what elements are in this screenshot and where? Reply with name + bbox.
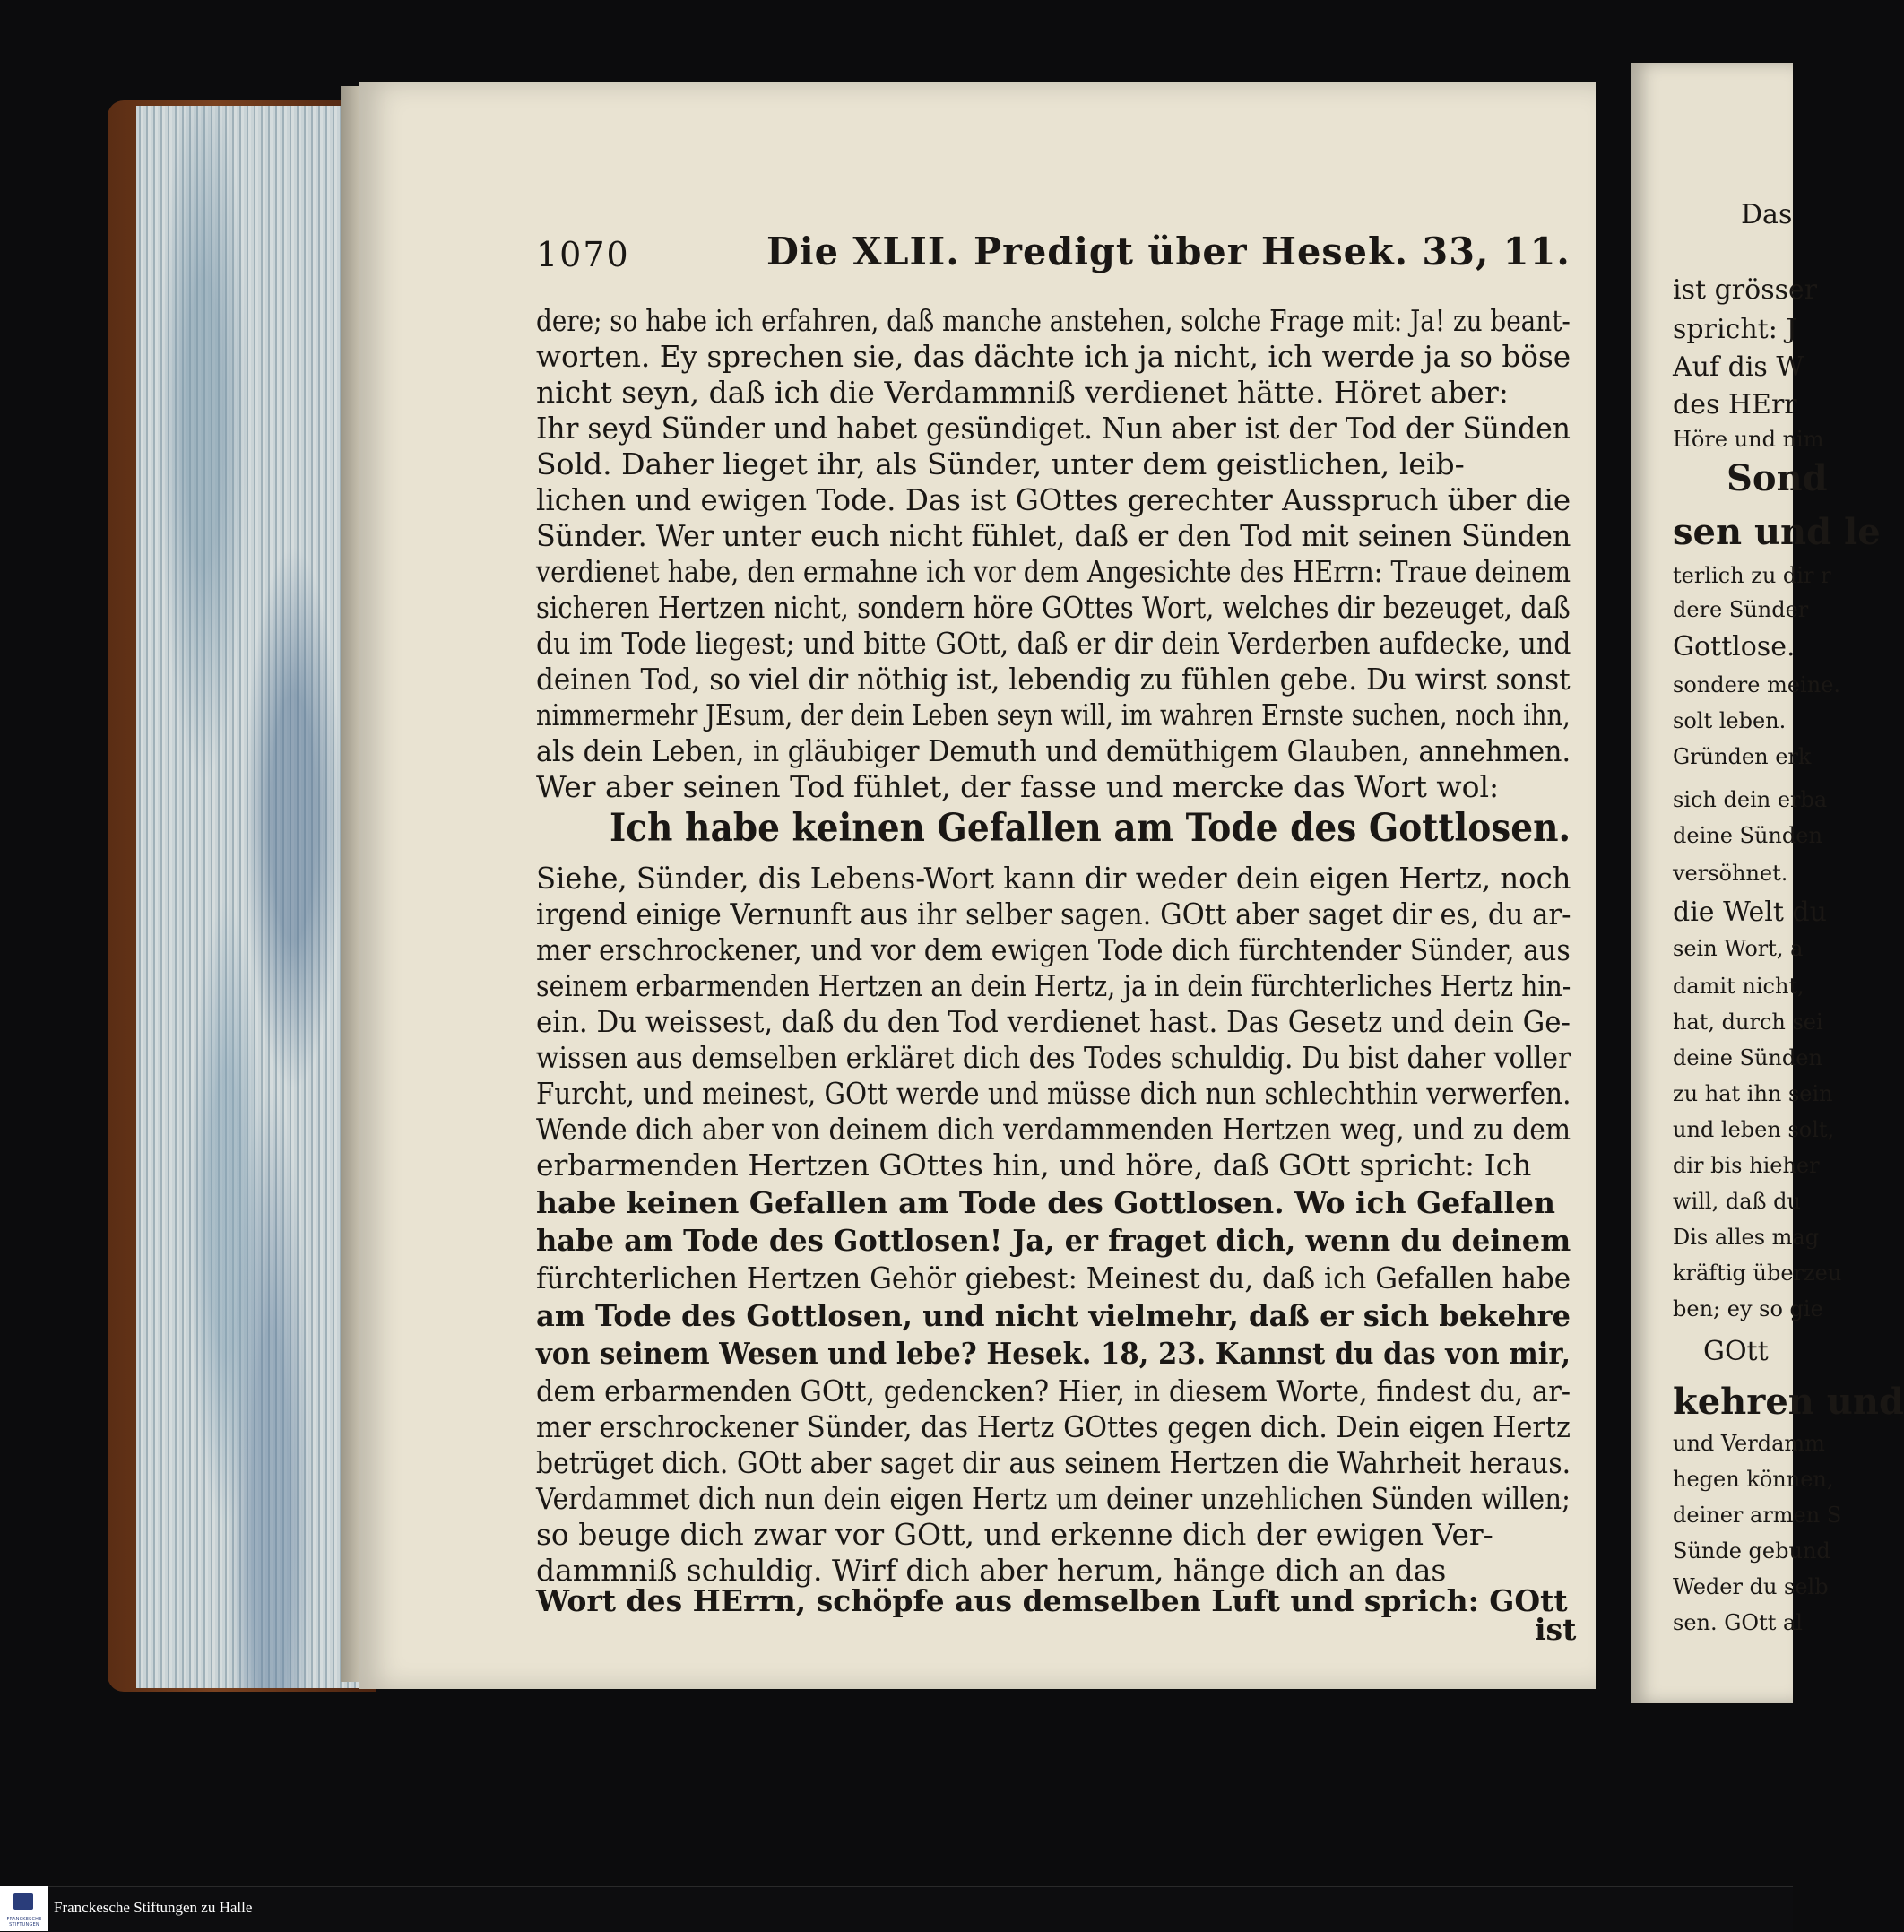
text-line: Wende dich aber von deinem dich verdammenden Hertzen weg, und zu dem bbox=[536, 1112, 1571, 1147]
right-line: und leben solt, bbox=[1673, 1117, 1835, 1142]
text-line: Wort des HErrn, schöpfe aus demselben Luft und sprich: GOtt bbox=[536, 1583, 1568, 1618]
text-line: dem erbarmenden GOtt, gedencken? Hier, in diesem Worte, findest du, ar- bbox=[536, 1373, 1571, 1408]
right-line: Auf dis W bbox=[1673, 351, 1804, 383]
text-line: erbarmenden Hertzen GOttes hin, und höre, daß GOtt spricht: Ich bbox=[536, 1148, 1532, 1183]
right-line: terlich zu dir r bbox=[1673, 563, 1831, 588]
text-line: ein. Du weissest, daß du den Tod verdienet hast. Das Gesetz und dein Ge- bbox=[536, 1004, 1571, 1039]
right-line: dir bis hieher bbox=[1673, 1153, 1820, 1178]
right-line: Gottlose. bbox=[1673, 631, 1796, 663]
right-line: spricht: J bbox=[1673, 314, 1797, 345]
right-line: ist grösser bbox=[1673, 274, 1818, 306]
text-line: habe keinen Gefallen am Tode des Gottlosen. Wo ich Gefallen bbox=[536, 1185, 1555, 1220]
text-line: Sold. Daher lieget ihr, als Sünder, unter dem geistlichen, leib- bbox=[536, 446, 1465, 481]
text-line: wissen aus demselben erkläret dich des Todes schuldig. Du bist daher voller bbox=[536, 1040, 1571, 1075]
running-head: Die XLII. Predigt über Hesek. 33, 11. bbox=[766, 230, 1571, 273]
text-line: seinem erbarmenden Hertzen an dein Hertz, ja in dein fürchterliches Hertz hin- bbox=[536, 968, 1571, 1003]
right-line: sen. GOtt al bbox=[1673, 1610, 1803, 1635]
right-line: dere Sünder bbox=[1673, 597, 1809, 622]
right-line: Dis alles mag bbox=[1673, 1225, 1820, 1250]
page-number: 1070 bbox=[536, 235, 630, 274]
right-line: die Welt du bbox=[1673, 897, 1827, 928]
right-line: GOtt bbox=[1703, 1336, 1769, 1367]
right-line: Höre und nim bbox=[1673, 427, 1824, 452]
text-line: nimmermehr JEsum, der dein Leben seyn will, im wahren Ernste suchen, noch ihn, bbox=[536, 697, 1571, 732]
right-line: damit nicht, bbox=[1673, 974, 1804, 999]
logo-caption: FRANCKESCHE STIFTUNGEN bbox=[6, 1917, 42, 1928]
text-line: so beuge dich zwar vor GOtt, und erkenne dich der ewigen Ver- bbox=[536, 1517, 1493, 1552]
right-line: hegen können, bbox=[1673, 1467, 1834, 1492]
right-line: Gründen erk bbox=[1673, 744, 1812, 769]
right-line: hat, durch sei bbox=[1673, 1009, 1823, 1035]
right-line: Sünde gebund bbox=[1673, 1538, 1830, 1564]
text-line: du im Tode liegest; und bitte GOtt, daß er dir dein Verderben aufdecke, und bbox=[536, 626, 1571, 661]
right-line: des HErr bbox=[1673, 389, 1797, 420]
text-line: dere; so habe ich erfahren, daß manche anstehen, solche Frage mit: Ja! zu beant- bbox=[536, 303, 1571, 338]
right-line: Das bbox=[1741, 199, 1793, 230]
text-line: Wer aber seinen Tod fühlet, der fasse und mercke das Wort wol: bbox=[536, 769, 1500, 804]
right-line: kehren und bbox=[1673, 1381, 1904, 1423]
text-line: irgend einige Vernunft aus ihr selber sagen. GOtt aber saget dir es, du ar- bbox=[536, 897, 1571, 931]
right-line: sich dein erba bbox=[1673, 787, 1828, 812]
text-line: deinen Tod, so viel dir nöthig ist, lebendig zu fühlen gebe. Du wirst sonst bbox=[536, 662, 1571, 697]
text-line: von seinem Wesen und lebe? Hesek. 18, 23. Kannst du das von mir, bbox=[536, 1336, 1571, 1371]
text-line: verdienet habe, den ermahne ich vor dem Angesichte des HErrn: Traue deinem bbox=[536, 554, 1571, 589]
text-line: habe am Tode des Gottlosen! Ja, er fraget dich, wenn du deinem bbox=[536, 1223, 1571, 1258]
text-line: mer erschrockener, und vor dem ewigen Tode dich fürchtender Sünder, aus bbox=[536, 932, 1571, 967]
right-line: zu hat ihn sein bbox=[1673, 1081, 1833, 1106]
right-line: solt leben. bbox=[1673, 708, 1787, 733]
building-icon bbox=[13, 1893, 33, 1910]
text-line: fürchterlichen Hertzen Gehör giebest: Meinest du, daß ich Gefallen habe bbox=[536, 1261, 1571, 1295]
right-line: deine Sünden bbox=[1673, 1045, 1822, 1070]
right-line: Sond bbox=[1727, 457, 1828, 499]
right-line: sondere meine. bbox=[1673, 672, 1841, 697]
right-line: kräftig überzeu bbox=[1673, 1261, 1842, 1286]
right-line: will, daß du bbox=[1673, 1189, 1801, 1214]
text-line: am Tode des Gottlosen, und nicht vielmehr, daß er sich bekehre bbox=[536, 1298, 1571, 1333]
page-edges bbox=[136, 106, 360, 1688]
text-line: dammniß schuldig. Wirf dich aber herum, hänge dich an das bbox=[536, 1553, 1447, 1588]
right-line: sein Wort, a bbox=[1673, 936, 1804, 961]
right-line: Weder du selb bbox=[1673, 1574, 1829, 1599]
institution-name: Franckesche Stiftungen zu Halle bbox=[54, 1899, 253, 1916]
text-line: lichen und ewigen Tode. Das ist GOttes gerechter Ausspruch über die bbox=[536, 482, 1571, 517]
text-line: Furcht, und meinest, GOtt werde und müsse dich nun schlechthin verwerfen. bbox=[536, 1076, 1571, 1111]
text-line: sicheren Hertzen nicht, sondern höre GOttes Wort, welches dir bezeuget, daß bbox=[536, 590, 1571, 625]
text-line: mer erschrockener Sünder, das Hertz GOttes gegen dich. Dein eigen Hertz bbox=[536, 1409, 1571, 1444]
text-line: betrüget dich. GOtt aber saget dir aus seinem Hertzen die Wahrheit heraus. bbox=[536, 1445, 1571, 1480]
text-line: Ihr seyd Sünder und habet gesündiget. Nun aber ist der Tod der Sünden bbox=[536, 411, 1571, 446]
institution-logo[interactable] bbox=[0, 1886, 48, 1931]
right-line: ben; ey so gie bbox=[1673, 1296, 1823, 1321]
text-line: worten. Ey sprechen sie, das dächte ich ja nicht, ich werde ja so böse bbox=[536, 339, 1571, 374]
text-line: Sünder. Wer unter euch nicht fühlet, daß er den Tod mit seinen Sünden bbox=[536, 518, 1571, 553]
right-line: versöhnet. bbox=[1673, 861, 1788, 886]
footer-bar bbox=[0, 1886, 1793, 1932]
right-line: sen und le bbox=[1673, 511, 1881, 553]
text-line: als dein Leben, in gläubiger Demuth und demüthigem Glauben, annehmen. bbox=[536, 733, 1571, 768]
page-divider bbox=[1597, 54, 1624, 1712]
text-line: Siehe, Sünder, dis Lebens-Wort kann dir weder dein eigen Hertz, noch bbox=[536, 861, 1571, 896]
text-line-heading: Ich habe keinen Gefallen am Tode des Gottlosen. bbox=[610, 806, 1571, 851]
text-line: nicht seyn, daß ich die Verdammniß verdienet hätte. Höret aber: bbox=[536, 375, 1509, 410]
right-line: und Verdamm bbox=[1673, 1431, 1825, 1456]
right-line: deine Sünden bbox=[1673, 823, 1822, 848]
text-line: Verdammet dich nun dein eigen Hertz um deiner unzehlichen Sünden willen; bbox=[536, 1481, 1571, 1516]
catchword: ist bbox=[1535, 1612, 1577, 1647]
right-line: deiner armen S bbox=[1673, 1503, 1842, 1528]
